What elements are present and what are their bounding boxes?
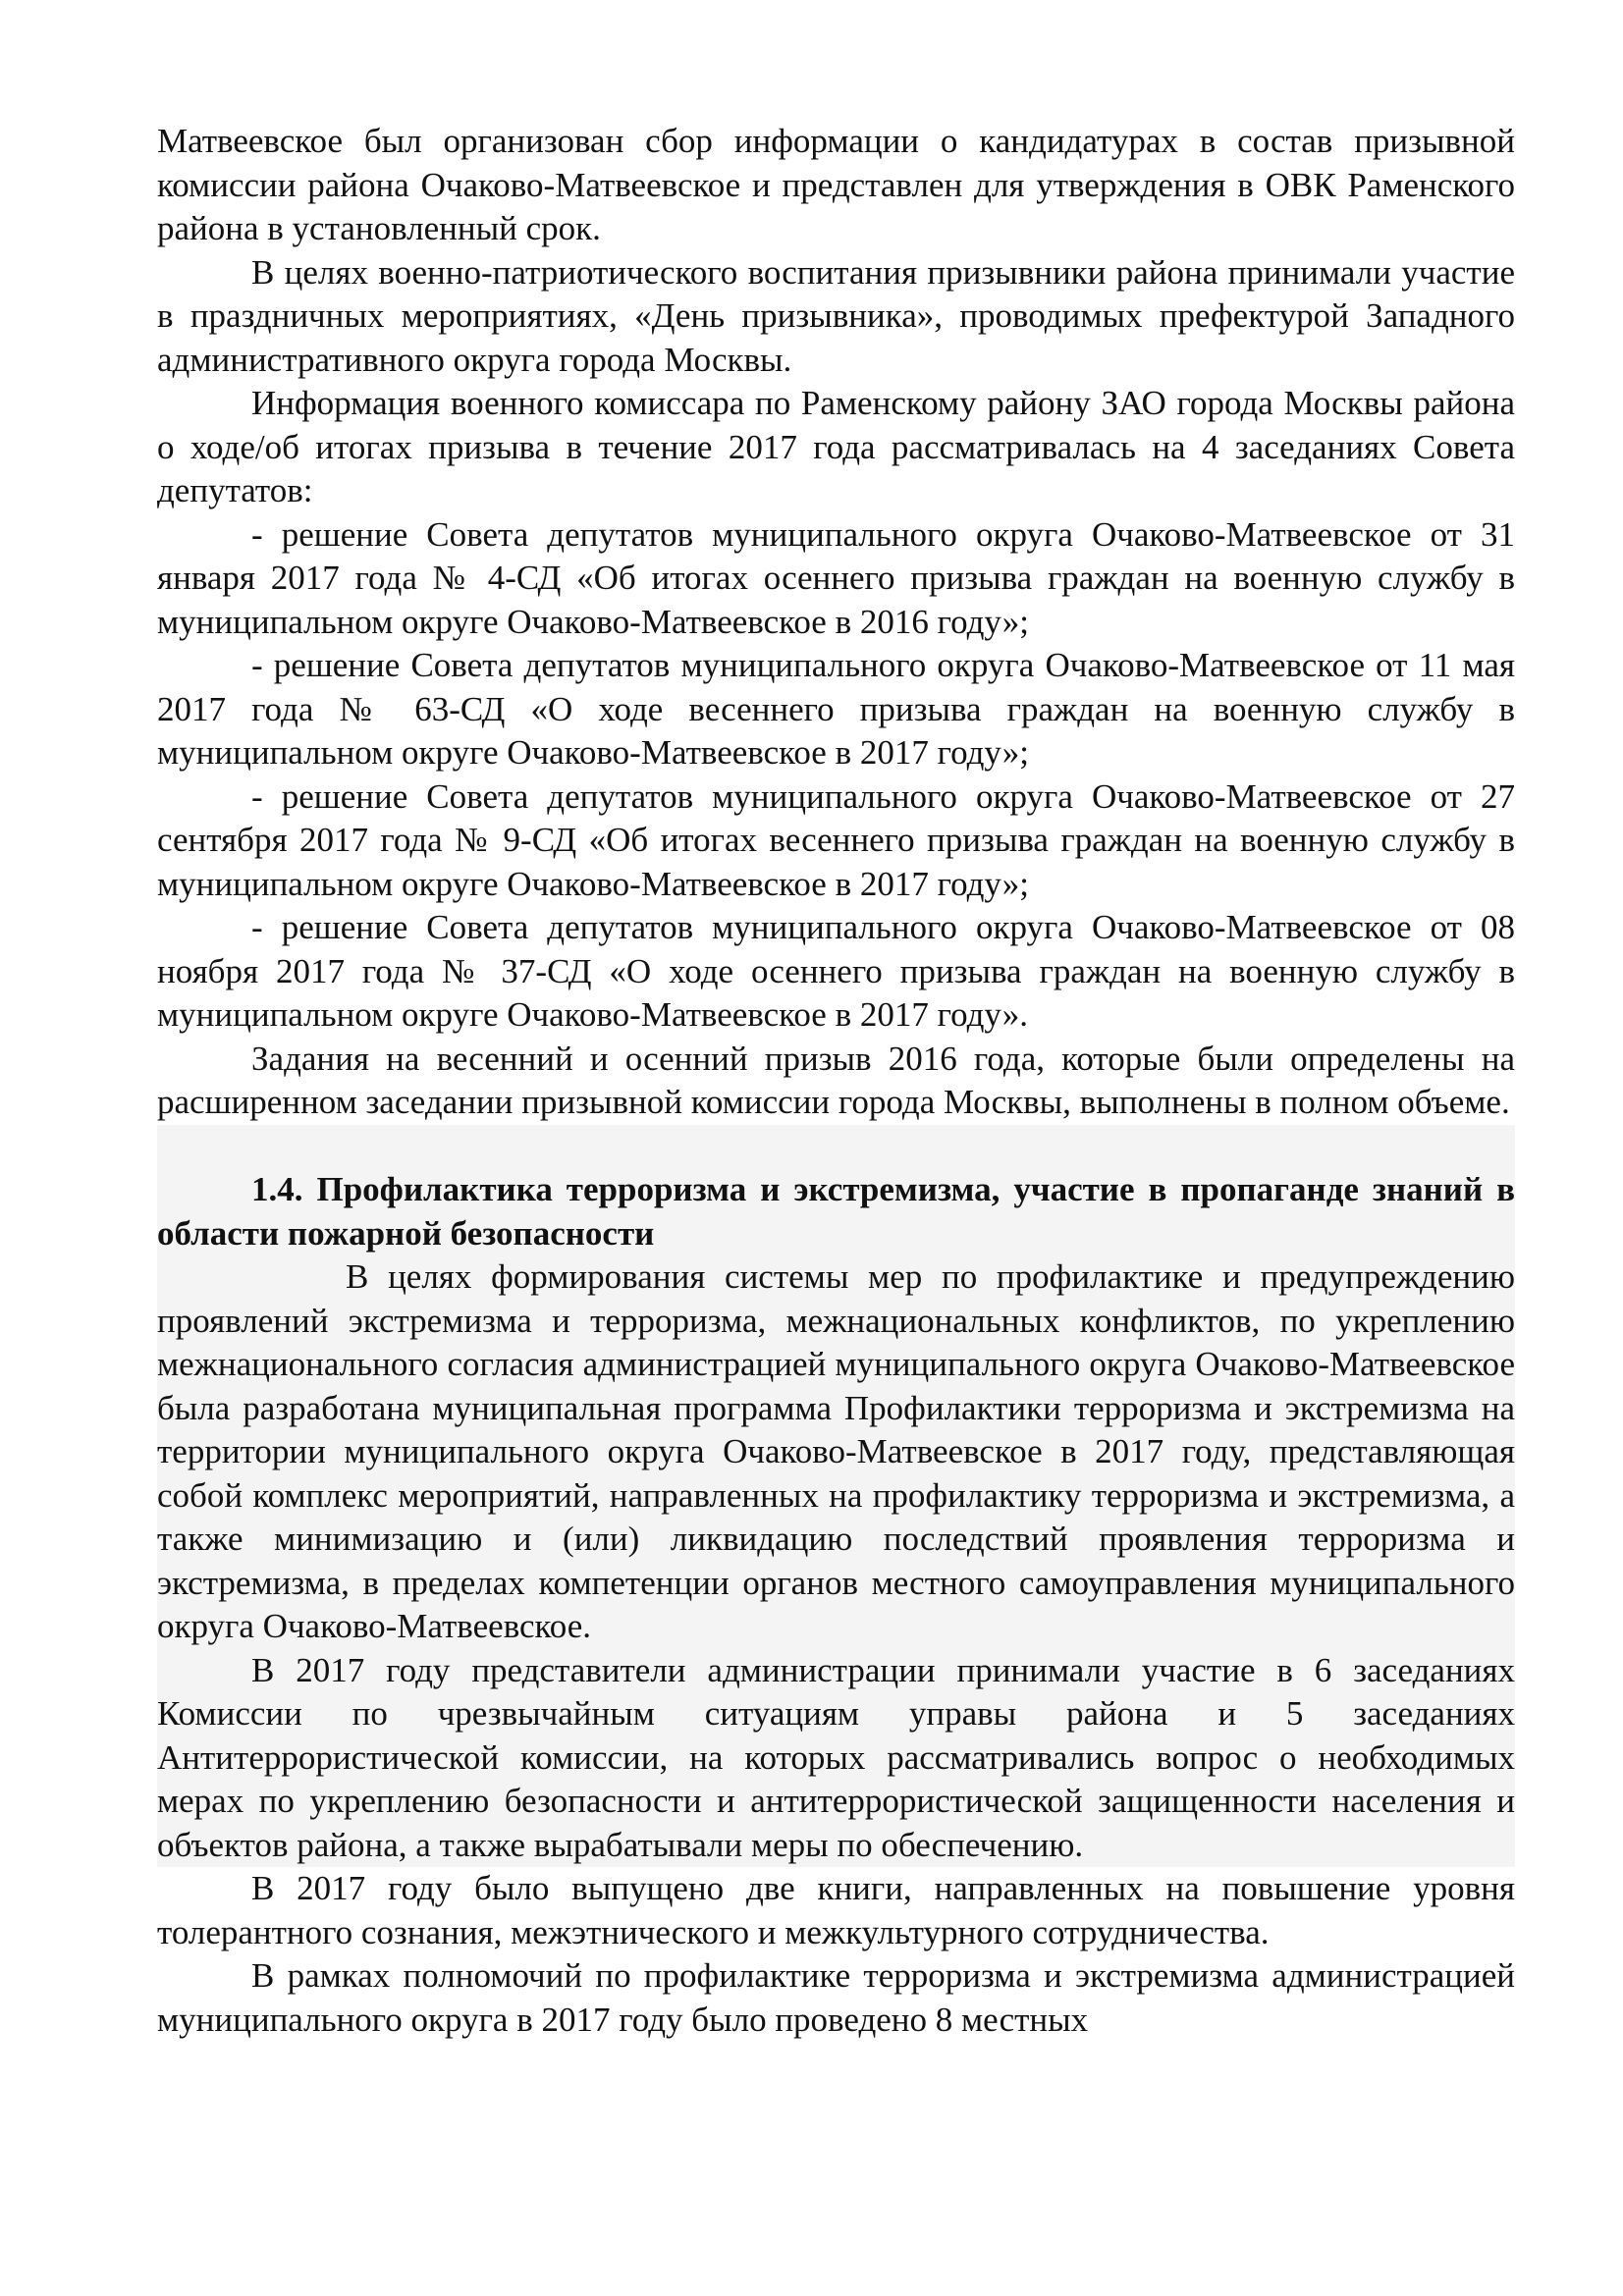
paragraph-patriotic-education: В целях военно-патриотического воспитания призывники района принимали участие в праздничных мероприятиях, «День призывника», проводимых префектурой Западного административного округа города Москвы. [157,252,1515,379]
paragraph-commissar-information: Информация военного комиссара по Раменскому району ЗАО города Москвы района о ходе/об итогах призыва в течение 2017 года рассматривалась на 4 заседаниях Совета депутатов: [157,384,1515,509]
section-spacer [157,1125,1515,1169]
paragraph-commission-meetings: В 2017 году представители администрации принимали участие в 6 заседаниях Комиссии по чрезвычайным ситуациям управы района и 5 заседаниях Антитеррористической комиссии, на которых рассматривались вопрос о необходимых мерах по укреплению безопасности и антитеррористической защищенности населения и объектов района, а также вырабатывали меры по обеспечению. [157,1649,1515,1868]
paragraph-books-published: В 2017 году было выпущено две книги, направленных на повышение уровня толерантного сознания, межэтнического и межкультурного сотрудничества. [157,1869,1515,1951]
paragraph-prevention-program: В целях формирования системы мер по профилактике и предупреждению проявлений экстремизма и терроризма, межнациональных конфликтов, по укреплению межнационального согласия администрацией муниципального округа Очаково-Матвеевское была разработана муниципальная программа Профилактики терроризма и экстремизма на территории муниципального округа Очаково-Матвеевское в 2017 году, представляющая собой комплекс мероприятий, направленных на профилактику терроризма и экстремизма, а также минимизацию и (или) ликвидацию последствий проявления терроризма и экстремизма, в пределах компетенции органов местного самоуправления муниципального округа Очаково-Матвеевское. [157,1255,1515,1649]
paragraph-decision-may-2017: - решение Совета депутатов муниципального округа Очаково-Матвеевское от 11 мая 2017 года № 63-СД «О ходе весеннего призыва граждан на военную службу в муниципальном округе Очаково-Матвеевское в 2017 году»; [157,646,1515,772]
paragraph-conscription-tasks: Задания на весенний и осенний призыв 2016 года, которые были определены на расширенном заседании призывной комиссии города Москвы, выполнены в полном объеме. [157,1039,1515,1121]
paragraph-decision-sep-2017: - решение Совета депутатов муниципального округа Очаково-Матвеевское от 27 сентября 2017 года № 9-СД «Об итогах весеннего призыва граждан на военную службу в муниципальном округе Очаково-Матвеевское в 2017 году»; [157,776,1515,903]
paragraph-decision-jan-2017: - решение Совета депутатов муниципального округа Очаково-Матвеевское от 31 января 2017 года № 4-СД «Об итогах осеннего призыва граждан на военную службу в муниципальном округе Очаково-Матвеевское в 2016 году»; [157,514,1515,641]
paragraph-decision-nov-2017: - решение Совета депутатов муниципального округа Очаково-Матвеевское от 08 ноября 2017 года № 37-СД «О ходе осеннего призыва граждан на военную службу в муниципальном округе Очаково-Матвеевское в 2017 году». [157,908,1515,1034]
document-page [157,120,1515,2042]
paragraph-local-events: В рамках полномочий по профилактике терроризма и экстремизма администрацией муниципального округа в 2017 году было проведено 8 местных [157,1956,1515,2039]
section-heading: 1.4. Профилактика терроризма и экстремизма, участие в пропаганде знаний в области пожарной безопасности [157,1168,1515,1255]
paragraph-candidates-collection: Матвеевское был организован сбор информации о кандидатурах в состав призывной комиссии района Очаково-Матвеевское и представлен для утверждения в ОВК Раменского района в установленный срок. [157,122,1515,247]
